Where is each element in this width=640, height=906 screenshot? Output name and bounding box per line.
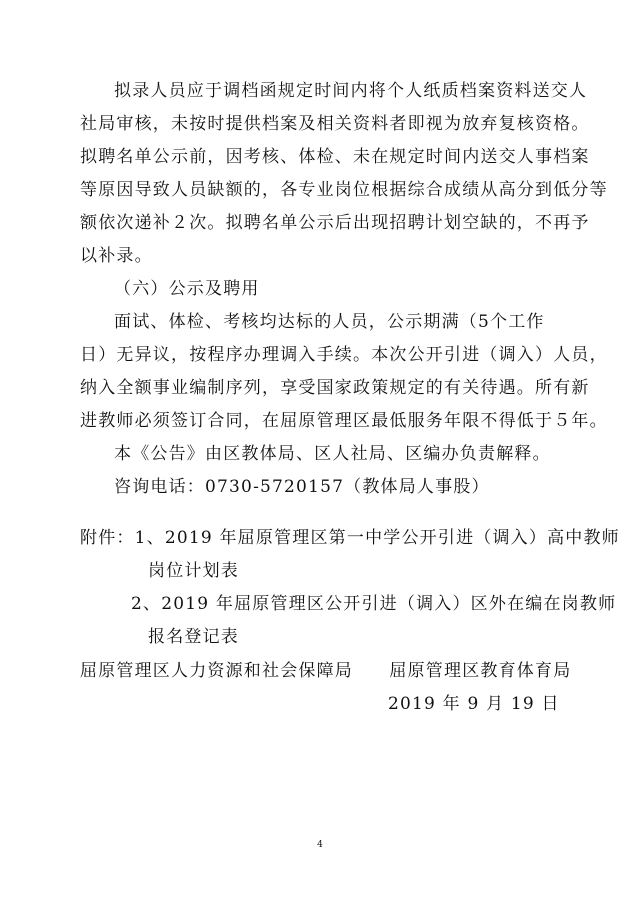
paragraph-line-3: 拟聘名单公示前，因考核、体检、未在规定时间内送交人事档案 — [80, 147, 590, 167]
paragraph-line-2: 社局审核，未按时提供档案及相关资料者即视为放弃复核资格。 — [80, 114, 590, 134]
section-heading: （六）公示及聘用 — [114, 279, 260, 299]
paragraph-line-1: 拟录人员应于调档函规定时间内将个人纸质档案资料送交人 — [114, 81, 588, 101]
attachment-1: 附件：1、2019 年屈原管理区第一中学公开引进（调入）高中教师 — [80, 528, 620, 548]
paragraph-line-8: 面试、体检、考核均达标的人员，公示期满（5个工作 — [114, 312, 545, 332]
contact-phone: 咨询电话：0730-5720157（教体局人事股） — [114, 477, 490, 497]
paragraph-line-5: 额依次递补２次。拟聘名单公示后出现招聘计划空缺的，不再予 — [80, 213, 590, 233]
paragraph-line-10: 纳入全额事业编制序列，享受国家政策规定的有关待遇。所有新 — [80, 378, 590, 398]
paragraph-line-12: 本《公告》由区教体局、区人社局、区编办负责解释。 — [114, 444, 551, 464]
attachment-1-cont: 岗位计划表 — [148, 561, 239, 581]
attachment-2-cont: 报名登记表 — [148, 627, 239, 647]
page-number: 4 — [317, 840, 323, 850]
paragraph-line-11: 进教师必须签订合同，在屈原管理区最低服务年限不得低于５年。 — [80, 411, 608, 431]
issue-date: 2019 年 9 月 19 日 — [388, 694, 560, 714]
paragraph-line-6: 以补录。 — [80, 246, 153, 266]
attachment-2: 2、2019 年屈原管理区公开引进（调入）区外在编在岗教师 — [131, 594, 617, 614]
paragraph-line-4: 等原因导致人员缺额的，各专业岗位根据综合成绩从高分到低分等 — [80, 180, 608, 200]
paragraph-line-9: 日）无异议，按程序办理调入手续。本次公开引进（调入）人员， — [80, 345, 608, 365]
issuing-authorities: 屈原管理区人力资源和社会保障局 屈原管理区教育体育局 — [80, 661, 572, 681]
